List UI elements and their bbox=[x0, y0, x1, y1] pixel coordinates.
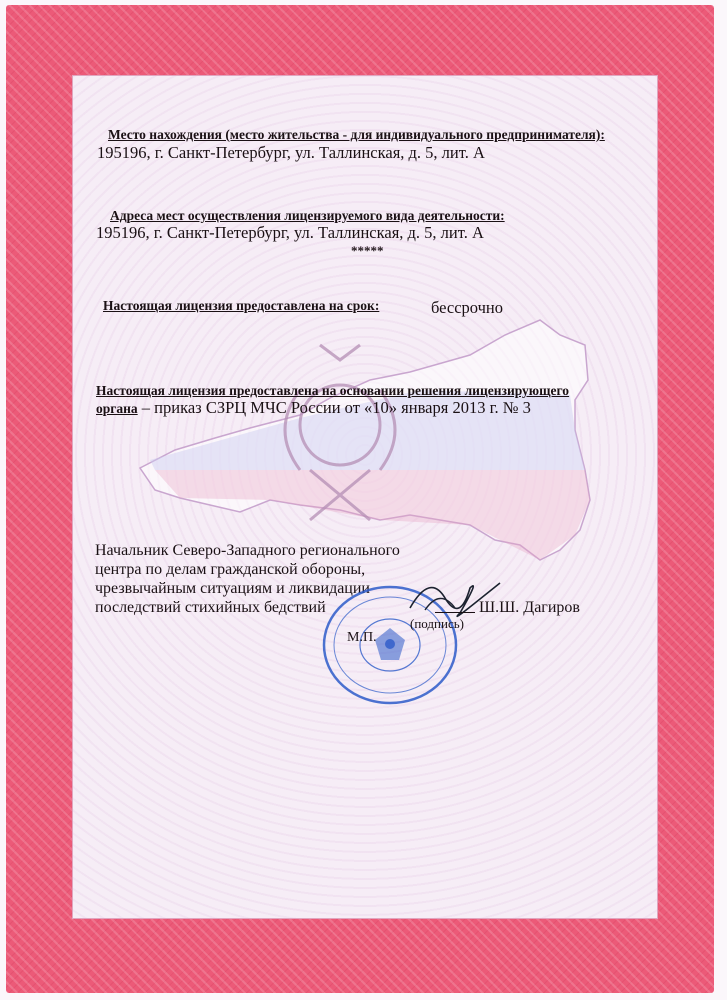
separator: ***** bbox=[351, 243, 384, 258]
signatory-title-line: чрезвычайным ситуациям и ликвидации bbox=[95, 580, 370, 597]
basis-label: Настоящая лицензия предоставлена на основании решения лицензирующего bbox=[96, 383, 570, 398]
signatory-title-line: центра по делам гражданской обороны, bbox=[95, 561, 366, 578]
signature-line bbox=[435, 612, 475, 613]
term-value: бессрочно bbox=[431, 298, 504, 317]
term-label: Настоящая лицензия предоставлена на срок: bbox=[103, 298, 380, 313]
location-value: 195196, г. Санкт-Петербург, ул. Таллинская, д. 5, лит. А bbox=[97, 143, 485, 162]
location-label: Место нахождения (место жительства - для индивидуального предпринимателя): bbox=[108, 127, 605, 142]
stamp-label: М.П. bbox=[347, 630, 377, 645]
signatory-name: Ш.Ш. Дагиров bbox=[479, 599, 580, 616]
signatory-title-line: Начальник Северо-Западного регионального bbox=[95, 542, 400, 559]
activity-label: Адреса мест осуществления лицензируемого вида деятельности: bbox=[110, 208, 505, 223]
signatory-title-line: последствий стихийных бедствий bbox=[95, 599, 326, 616]
signature-caption: (подпись) bbox=[410, 616, 464, 631]
basis-line bbox=[96, 398, 531, 418]
activity-value: 195196, г. Санкт-Петербург, ул. Таллинская, д. 5, лит. А bbox=[96, 223, 484, 242]
basis-label-end: органа bbox=[96, 401, 138, 416]
basis-value: – приказ СЗРЦ МЧС России от «10» января 2013 г. № 3 bbox=[137, 398, 531, 417]
